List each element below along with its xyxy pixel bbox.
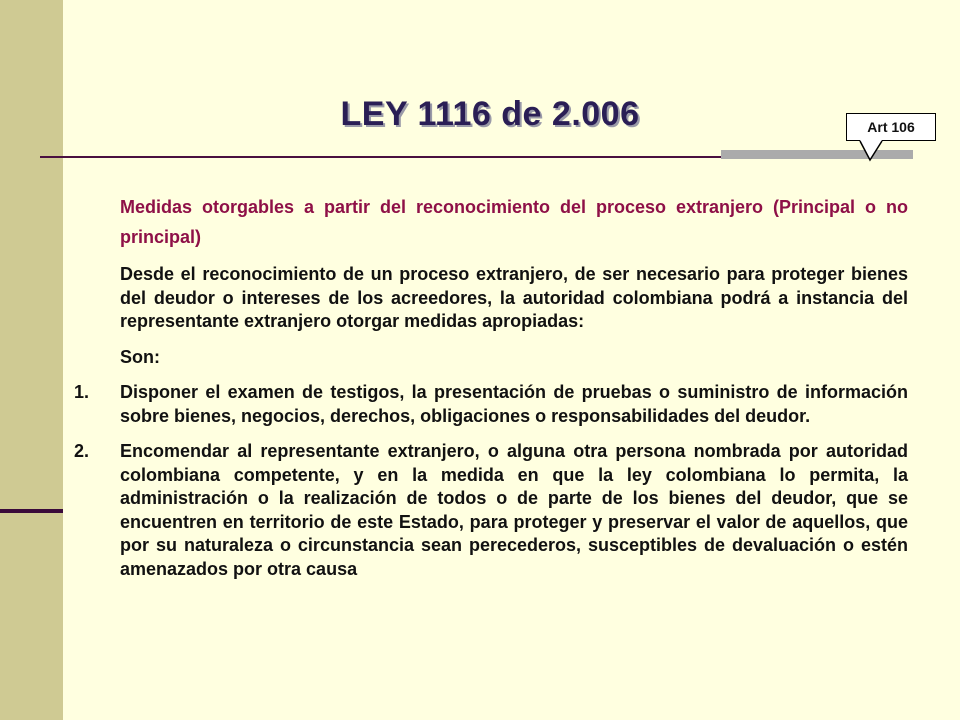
left-decorative-band: [0, 0, 63, 720]
list-intro-label: Son:: [120, 346, 160, 367]
list-item-number: 1.: [74, 382, 90, 402]
list-item-text: Encomendar al representante extranjero, o alguna otra persona nombrada por autoridad colombiana competente, y en la medida en que la ley colombiana lo permita, la administración o la realización de todos o de parte de los bienes del deudor, que se encuentren en territorio de este Estado, para proteger y preservar el valor de aquellos, que por su naturaleza o circunstancia sean perecederos, susceptibles de devaluación o estén amenazados por otra causa: [120, 441, 908, 579]
callout-pointer-icon: [858, 140, 888, 162]
slide-title: LEY 1116 de 2.006: [340, 95, 640, 133]
article-callout: [846, 113, 936, 141]
list-item-text: Disponer el examen de testigos, la presentación de pruebas o suministro de información sobre bienes, negocios, derechos, obligaciones o responsabilidades del deudor.: [120, 382, 908, 426]
intro-paragraph: Desde el reconocimiento de un proceso extranjero, de ser necesario para proteger bienes del deudor o intereses de los acreedores, la autoridad colombiana podrá a instancia del representante extranjero otorgar medidas apropiadas:: [120, 264, 908, 331]
article-callout-label: Art 106: [867, 119, 915, 135]
list-item: [74, 381, 908, 428]
slide-content: [74, 192, 908, 593]
list-item-number: 2.: [74, 441, 90, 461]
list-item: [74, 440, 908, 581]
section-heading: Medidas otorgables a partir del reconocimiento del proceso extranjero (Principal o no principal): [120, 197, 908, 247]
left-accent-rule: [0, 509, 63, 513]
